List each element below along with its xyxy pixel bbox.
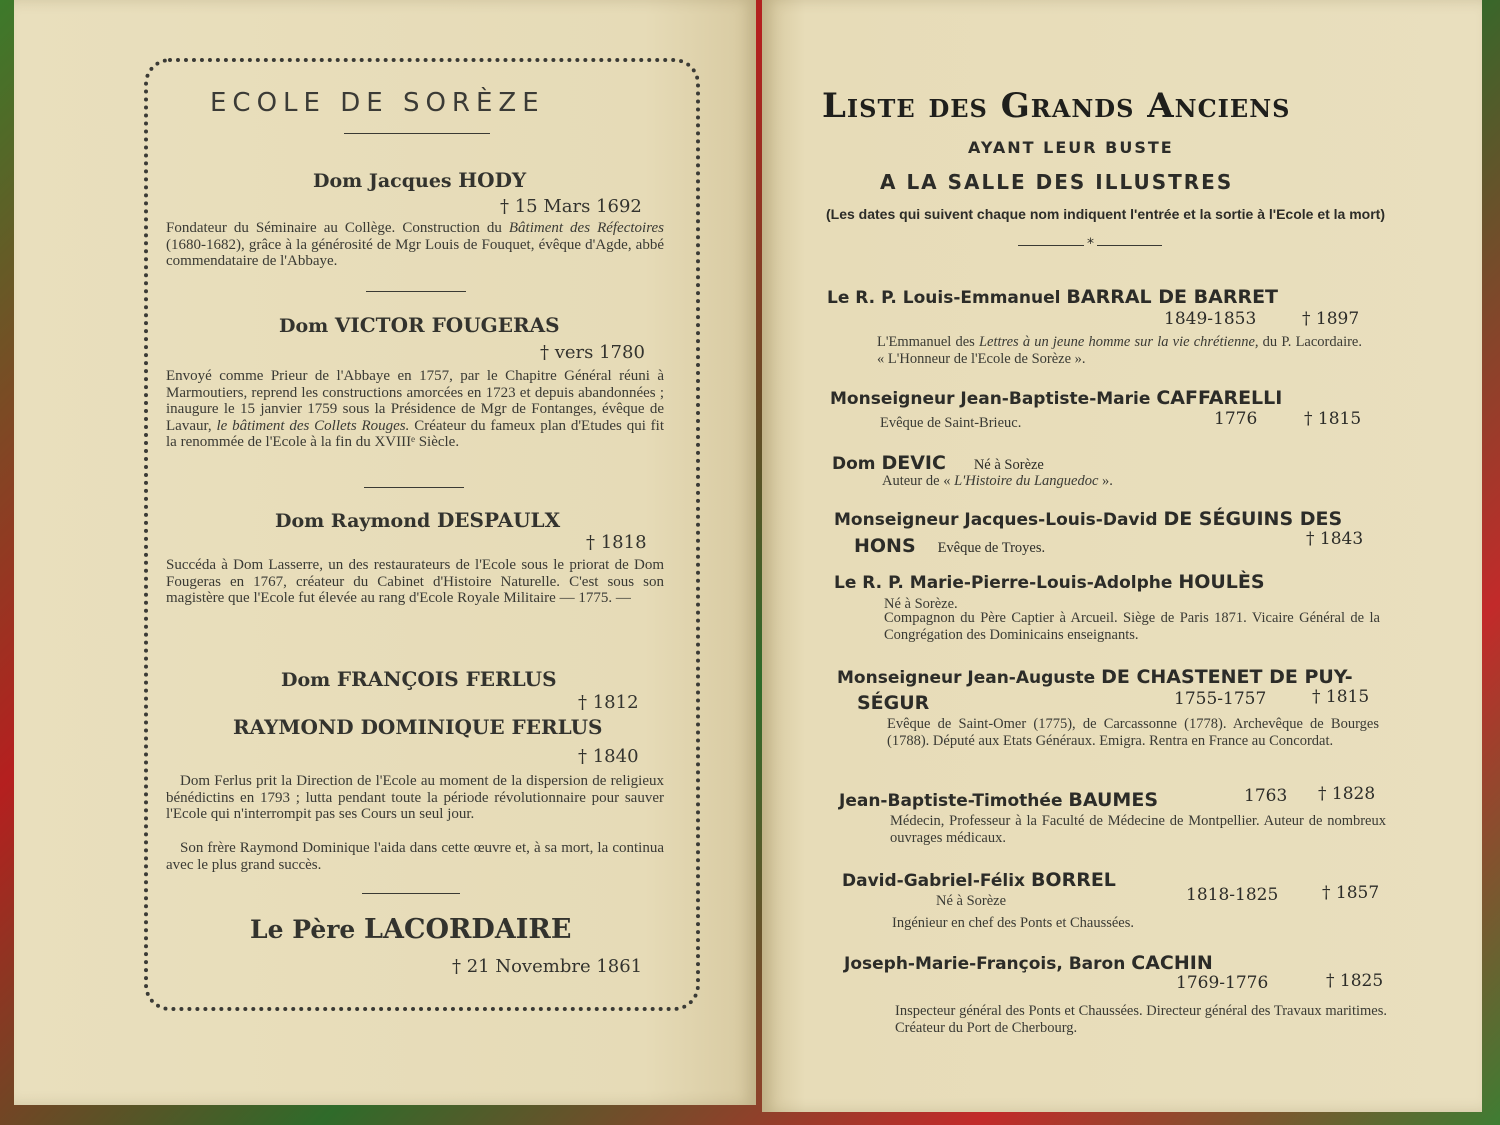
entry-name: David-Gabriel-Félix BORREL (842, 869, 1116, 891)
entry-name: Monseigneur Jean-Baptiste-Marie CAFFARELLI (830, 387, 1283, 409)
divider (344, 133, 490, 134)
entry-name: RAYMOND DOMINIQUE FERLUS (233, 715, 603, 739)
entry-name: Dom FRANÇOIS FERLUS (281, 667, 557, 691)
entry-name: Dom Jacques HODY (313, 168, 527, 192)
entry-date: † 21 Novembre 1861 (452, 956, 643, 977)
entry-death: † 1815 (1312, 687, 1370, 707)
entry-date: † vers 1780 (540, 342, 645, 363)
entry-date: † 15 Mars 1692 (500, 196, 642, 217)
divider (362, 893, 460, 894)
entry-years: 1755-1757 (1174, 689, 1267, 709)
right-page (762, 0, 1482, 1112)
entry-years: 1849-1853 (1164, 309, 1257, 329)
entry-text: Evêque de Saint-Omer (1775), de Carcassonne (1778). Archevêque de Bourges (1788). Député aux Etats Généraux. Emigra. Rentra en France au Concordat. (887, 716, 1379, 749)
entry-text: Dom Ferlus prit la Direction de l'Ecole au moment de la dispersion de religieux bénédictins en 1793 ; lutta pendant toute la période révolutionnaire pour sauver l'Ecole qui n'interrompit pas ses Cours un seul jour. (166, 773, 664, 823)
entry-detail: Evêque de Saint-Brieuc. (880, 415, 1022, 431)
entry-death: † 1897 (1302, 309, 1360, 329)
dates-note: (Les dates qui suivent chaque nom indiquent l'entrée et la sortie à l'Ecole et la mort) (826, 206, 1386, 222)
entry-name: Le R. P. Louis-Emmanuel BARRAL DE BARRET (827, 286, 1279, 308)
entry-detail: Né à Sorèze (936, 893, 1007, 909)
entry-years: 1763 (1244, 786, 1288, 806)
entry-text: Fondateur du Séminaire au Collège. Construction du Bâtiment des Réfectoires (1680-1682), grâce à la générosité de Mgr Louis de Fouquet, évêque d'Agde, abbé commendataire de l'Abbaye. (166, 220, 664, 270)
entry-date: † 1840 (578, 746, 639, 767)
entry-name: Joseph-Marie-François, Baron CACHIN (844, 952, 1213, 974)
entry-name: HONS Evêque de Troyes. (854, 535, 1046, 557)
entry-name: Dom DEVIC Né à Sorèze (832, 452, 1044, 474)
entry-years: 1769-1776 (1176, 973, 1269, 993)
entry-name: Monseigneur Jean-Auguste DE CHASTENET DE PUY- (837, 666, 1353, 688)
entry-text: Son frère Raymond Dominique l'aida dans cette œuvre et, à sa mort, la continua avec le plus grand succès. (166, 840, 664, 873)
entry-name: SÉGUR (857, 692, 930, 714)
entry-text: Auteur de « L'Histoire du Languedoc ». (882, 473, 1113, 489)
entry-text: Inspecteur général des Ponts et Chaussées. Directeur général des Travaux maritimes. Créateur du Port de Cherbourg. (895, 1003, 1387, 1036)
entry-death: † 1857 (1322, 883, 1380, 903)
entry-name: Monseigneur Jacques-Louis-David DE SÉGUINS DES (834, 508, 1343, 530)
entry-text: Ingénieur en chef des Ponts et Chaussées. (892, 915, 1135, 931)
entry-text: Envoyé comme Prieur de l'Abbaye en 1757, par le Chapitre Général réuni à Marmoutiers, reprend les constructions amorcées en 1723 et depuis abandonnées ; inaugure le 15 janvier 1759 sous la Présidence de Mgr de Fontanges, évêque de Lavaur, le bâtiment des Collets Rouges. Créateur du fameux plan d'Etudes qui fit la renommée de l'Ecole à la fin du XVIIIᵉ Siècle. (166, 368, 664, 451)
entry-death: † 1843 (1306, 529, 1364, 549)
page-title: ECOLE DE SORÈZE (210, 88, 545, 118)
entry-name: Le R. P. Marie-Pierre-Louis-Adolphe HOULÈS (834, 571, 1265, 593)
separator-star: * (1084, 236, 1097, 252)
entry-name: Le Père LACORDAIRE (250, 914, 572, 945)
entry-text: Succéda à Dom Lasserre, un des restaurateurs de l'Ecole sous le priorat de Dom Fougeras en 1767, créateur du Cabinet d'Histoire Naturelle. C'est sous son magistère que l'Ecole fut élevée au rang d'Ecole Royale Militaire — 1775. — (166, 557, 664, 607)
entry-text: Compagnon du Père Captier à Arcueil. Siège de Paris 1871. Vicaire Général de la Congrégation des Dominicains enseignants. (884, 610, 1380, 643)
entry-detail: Né à Sorèze. (884, 596, 958, 612)
entry-years: 1818-1825 (1186, 885, 1279, 905)
entry-death: † 1815 (1304, 409, 1362, 429)
entry-text: Médecin, Professeur à la Faculté de Médecine de Montpellier. Auteur de nombreux ouvrages médicaux. (890, 813, 1386, 846)
divider (366, 291, 466, 292)
entry-date: † 1818 (586, 532, 647, 553)
left-page (14, 0, 756, 1105)
entry-text: L'Emmanuel des Lettres à un jeune homme sur la vie chrétienne, du P. Lacordaire. « L'Honneur de l'Ecole de Sorèze ». (877, 334, 1362, 367)
divider (364, 487, 464, 488)
page-title: Liste des Grands Anciens (822, 86, 1291, 126)
subtitle: A LA SALLE DES ILLUSTRES (880, 170, 1234, 194)
entry-death: † 1825 (1326, 971, 1384, 991)
entry-name: Dom VICTOR FOUGERAS (279, 313, 560, 337)
entry-date: † 1812 (578, 692, 639, 713)
entry-death: † 1828 (1318, 784, 1376, 804)
subtitle: AYANT LEUR BUSTE (968, 138, 1174, 157)
entry-name: Jean-Baptiste-Timothée BAUMES (839, 789, 1159, 811)
entry-years: 1776 (1214, 409, 1258, 429)
entry-name: Dom Raymond DESPAULX (275, 508, 561, 532)
